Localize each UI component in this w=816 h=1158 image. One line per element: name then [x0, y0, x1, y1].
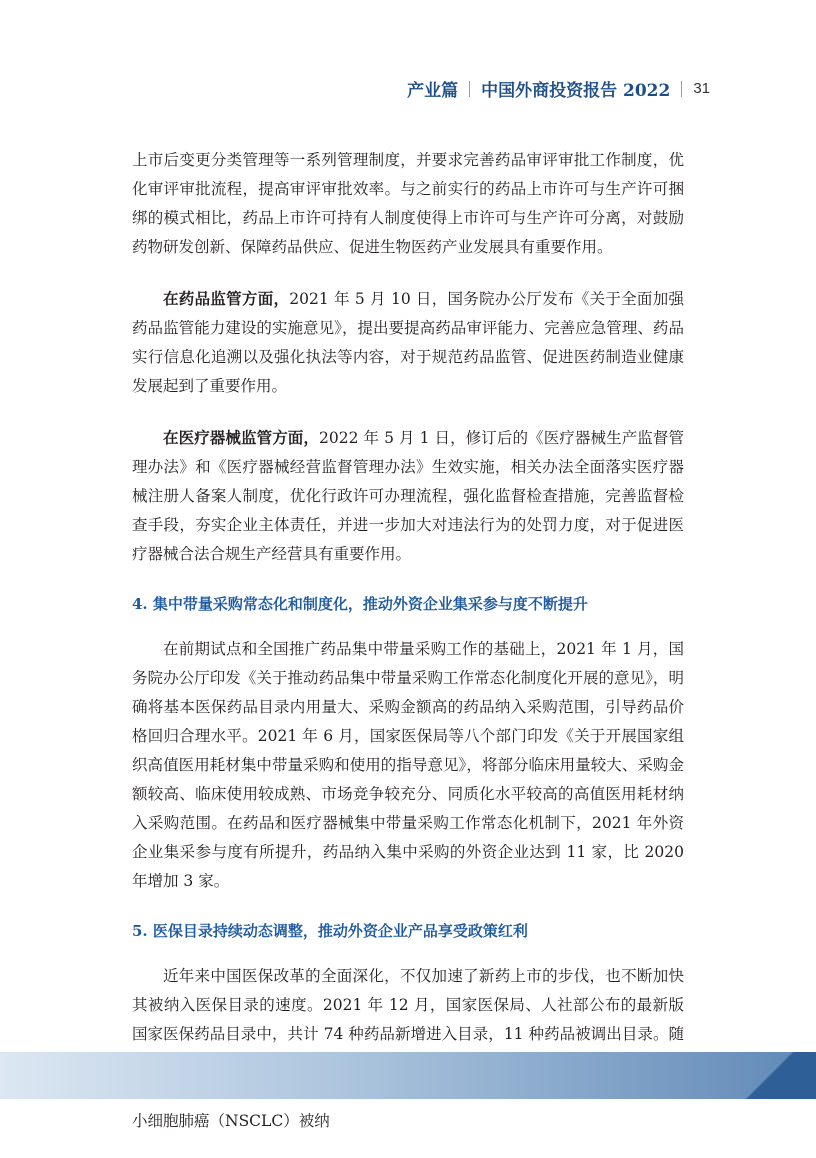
paragraph-continued: 上市后变更分类管理等一系列管理制度，并要求完善药品审评审批工作制度，优化审评审批流程，提高审评审批效率。与之前实行的药品上市许可与生产许可捆绑的模式相比，药品上市许可持有人制度使得上市许可与生产许可分离，对鼓励药物研发创新、保障药品供应、促进生物医药产业发展具有重要作用。	[132, 151, 684, 256]
paragraph-text: 2021 年 5 月 10 日，国务院办公厅发布《关于全面加强药品监管能力建设的实施意见》，提出要提高药品审评能力、完善应急管理、药品实行信息化追溯以及强化执法等内容，对于规范药品监管、促进医药制造业健康发展起到了重要作用。	[132, 290, 684, 395]
footer-corner-accent	[726, 1052, 816, 1099]
header-divider	[681, 81, 682, 97]
page-number: 31	[693, 80, 710, 97]
section-heading-5: 5. 医保目录持续动态调整，推动外资企业产品享受政策红利	[132, 922, 528, 940]
report-title: 中国外商投资报告 2022	[481, 81, 671, 101]
body-content	[132, 146, 684, 1158]
paragraph-drug-regulation	[132, 284, 684, 401]
paragraph-insurance-catalog: 近年来中国医保改革的全面深化，不仅加速了新药上市的步伐，也不断加快其被纳入医保目录的速度。2021 年 12 月，国家医保局、人社部公布的最新版国家医保药品目录中，共计 74 种药品新增进入目录，11 种药品被调出目录。随 小细胞肺癌（NSCLC）被纳	[132, 967, 684, 1130]
paragraph-text: 2022 年 5 月 1 日，修订后的《医疗器械生产监督管理办法》和《医疗器械经营监督管理办法》生效实施，相关办法全面落实医疗器械注册人备案人制度，优化行政许可办理流程，强化监督检查措施，完善监督检查手段，夯实企业主体责任，并进一步加大对违法行为的处罚力度，对于促进医疗器械合法合规生产经营具有重要作用。	[132, 429, 684, 563]
section-heading-4: 4. 集中带量采购常态化和制度化，推动外资企业集采参与度不断提升	[132, 595, 588, 613]
header-divider	[469, 81, 470, 97]
paragraph-device-regulation	[132, 423, 684, 569]
footer-band	[0, 1052, 816, 1099]
running-header	[407, 76, 710, 101]
paragraph-procurement: 在前期试点和全国推广药品集中带量采购工作的基础上，2021 年 1 月，国务院办公厅印发《关于推动药品集中带量采购工作常态化制度化开展的意见》，明确将基本医保药品目录内用量大、采购金额高的药品纳入采购范围，引导药品价格回归合理水平。2021 年 6 月，国家医保局等八个部门印发《关于开展国家组织高值医用耗材集中带量采购和使用的指导意见》，将部分临床用量较大、采购金额较高、临床使用较成熟、市场竞争较充分、同质化水平较高的高值医用耗材纳入采购范围。在药品和医疗器械集中带量采购工作常态化机制下，2021 年外资企业集采参与度有所提升，药品纳入集中采购的外资企业达到 11 家，比 2020 年增加 3 家。	[132, 640, 684, 890]
paragraph-lead-bold: 在药品监管方面，	[163, 289, 290, 308]
section-label: 产业篇	[407, 81, 459, 101]
paragraph-lead-bold: 在医疗器械监管方面，	[163, 428, 319, 447]
